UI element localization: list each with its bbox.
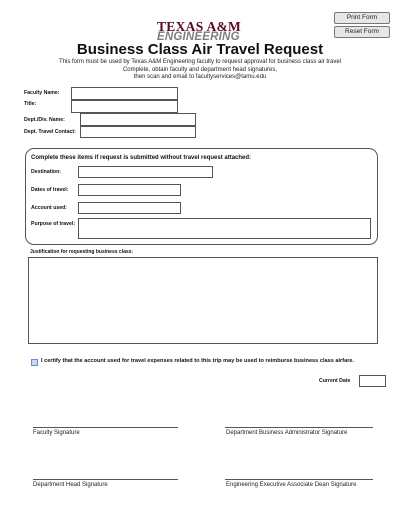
dept-div-name-field[interactable] [80, 113, 196, 126]
logo-engineering: ENGINEERING [157, 31, 240, 43]
purpose-of-travel-field[interactable] [78, 218, 371, 239]
destination-field[interactable] [78, 166, 213, 178]
dates-of-travel-field[interactable] [78, 184, 181, 196]
title-label: Title: [24, 101, 37, 107]
faculty-name-field[interactable] [71, 87, 178, 100]
account-used-label: Account used: [31, 205, 68, 211]
current-date-field[interactable] [359, 375, 386, 387]
title-field[interactable] [71, 100, 178, 113]
travel-section-heading: Complete these items if request is submitted without travel request attached: [31, 155, 252, 161]
intro-line-1: This form must be used by Texas A&M Engineering faculty to request approval for business class air travel [58, 59, 342, 65]
dean-signature-line[interactable] [225, 479, 373, 480]
certify-statement: I certify that the account used for travel expenses related to this trip may be used to reimburse business class airfare. [41, 358, 355, 364]
dept-travel-contact-field[interactable] [80, 126, 196, 138]
logo-texas-am: TEXAS A&M [157, 19, 242, 34]
dept-head-signature-label: Department Head Signature [33, 482, 108, 488]
purpose-of-travel-label: Purpose of travel: [31, 221, 76, 227]
dept-admin-signature-line[interactable] [225, 427, 373, 428]
certify-checkbox[interactable] [31, 359, 38, 366]
faculty-name-label: Faculty Name: [24, 90, 60, 96]
faculty-signature-line[interactable] [33, 427, 178, 428]
current-date-label: Current Date [319, 378, 351, 384]
page-title: Business Class Air Travel Request [76, 41, 324, 58]
intro-line-2: Complete, obtain faculty and department head signatures, [122, 66, 278, 73]
dates-of-travel-label: Dates of travel: [31, 187, 69, 193]
dept-head-signature-line[interactable] [33, 479, 178, 480]
print-form-button[interactable]: Print Form [334, 12, 390, 24]
intro-line-3: then scan and email to facultyservices@tamu.edu [133, 74, 267, 80]
destination-label: Destination: [31, 169, 61, 175]
justification-label: Justification for requesting business class: [30, 249, 134, 255]
account-used-field[interactable] [78, 202, 181, 214]
faculty-signature-label: Faculty Signature [33, 430, 80, 436]
dept-div-name-label: Dept./Div. Name: [24, 117, 65, 123]
justification-field[interactable] [28, 257, 378, 344]
reset-form-button[interactable]: Reset Form [334, 26, 390, 38]
dept-travel-contact-label: Dept. Travel Contact: [24, 129, 76, 135]
dean-signature-label: Engineering Executive Associate Dean Signature [226, 482, 357, 488]
dept-admin-signature-label: Department Business Administrator Signature [226, 430, 348, 436]
